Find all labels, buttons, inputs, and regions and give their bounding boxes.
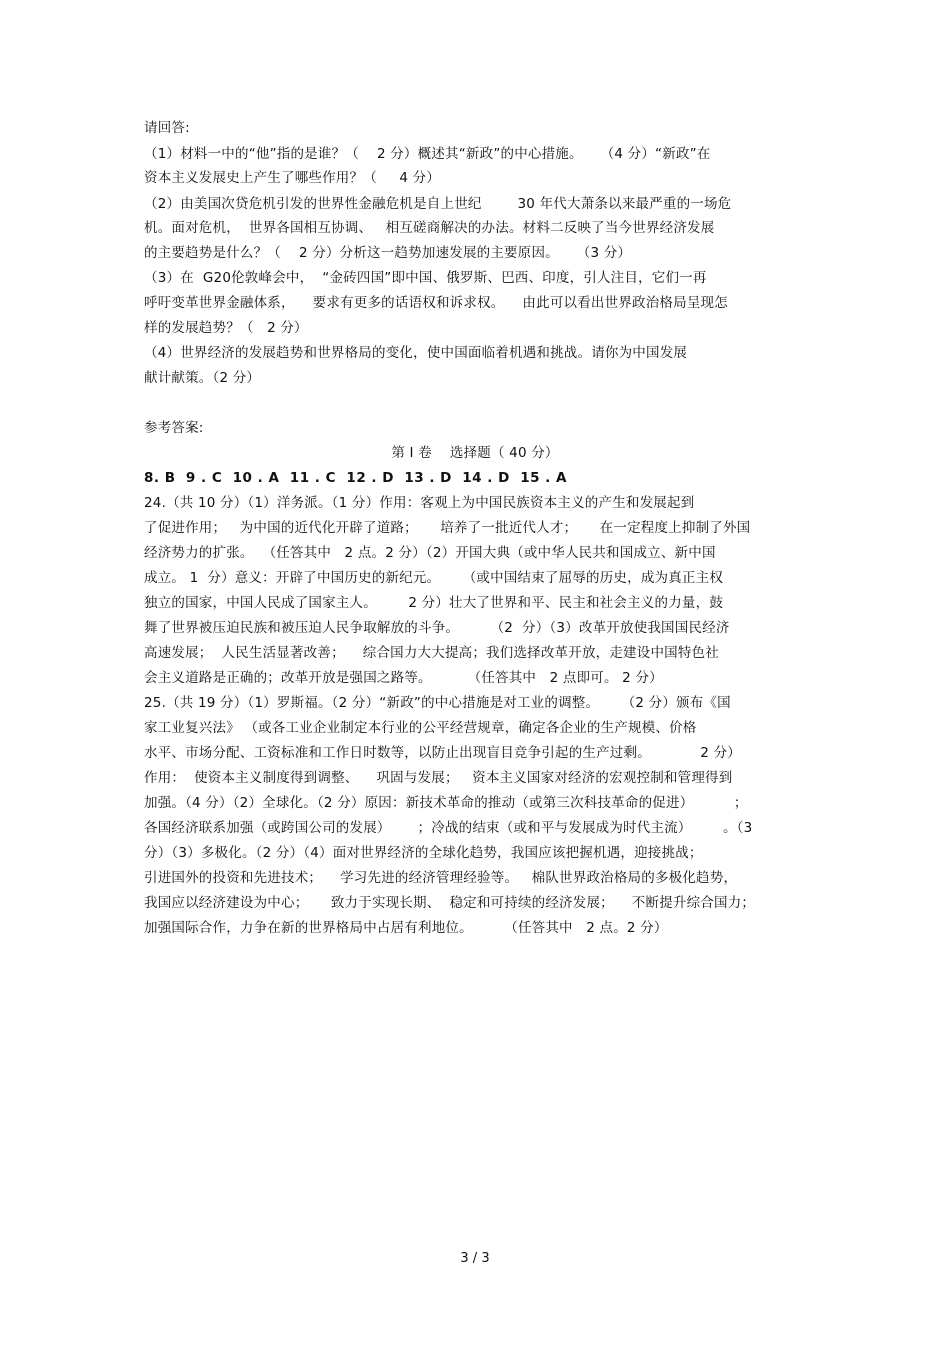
question-line: 资本主义发展史上产生了哪些作用？（ 4 分） (144, 170, 441, 186)
answer-line: 各国经济联系加强（或跨国公司的发展） ；冷战的结束（或和平与发展成为时代主流） 。（3 (144, 820, 753, 836)
answer-line: 分）（3）多极化。（2 分）（4）面对世界经济的全球化趋势，我国应该把握机遇，迎接挑战； (144, 845, 703, 861)
answer-line: 独立的国家，中国人民成了国家主人。 2 分）壮大了世界和平、民主和社会主义的力量，鼓 (144, 595, 724, 611)
question-line: 机。面对危机， 世界各国相互协调、 相互磋商解决的办法。材料二反映了当今世界经济发展 (144, 220, 715, 236)
question-line: （4）世界经济的发展趋势和世界格局的变化，使中国面临着机遇和挑战。请你为中国发展 (144, 345, 688, 361)
section-title: 第 I 卷 选择题（ 40 分） (391, 445, 559, 461)
question-line: 的主要趋势是什么？（ 2 分）分析这一趋势加速发展的主要原因。 （3 分） (144, 245, 632, 261)
answer-line: 加强。（4 分）（2）全球化。（2 分）原因：新技术革命的推动（或第三次科技革命的促进） ； (144, 795, 748, 811)
answer-line: 经济势力的扩张。 （任答其中 2 点。2 分）（2）开国大典（或中华人民共和国成立、新中国 (144, 545, 716, 561)
question-line: 呼吁变革世界金融体系， 要求有更多的话语权和诉求权。 由此可以看出世界政治格局呈现怎 (144, 295, 728, 311)
questions-heading: 请回答: (144, 120, 190, 136)
answer-line: 引进国外的投资和先进技术； 学习先进的经济管理经验等。 棉队世界政治格局的多极化趋势， (144, 870, 738, 886)
answer-line: 会主义道路是正确的；改革开放是强国之路等。 （任答其中 2 点即可。 2 分） (144, 670, 663, 686)
answer-line: 了促进作用； 为中国的近代化开辟了道路； 培养了一批近代人才； 在一定程度上抑制了外国 (144, 520, 751, 536)
page-number: 3 / 3 (460, 1251, 490, 1266)
question-line: （2）由美国次贷危机引发的世界性金融危机是自上世纪 30 年代大萧条以来最严重的一场危 (144, 196, 732, 212)
answer-line: 加强国际合作，力争在新的世界格局中占居有利地位。 （任答其中 2 点。2 分） (144, 920, 668, 936)
question-line: 样的发展趋势？（ 2 分） (144, 320, 308, 336)
answer-line: 24.（共 10 分）（1）洋务派。（1 分）作用：客观上为中国民族资本主义的产生和发展起到 (144, 495, 695, 511)
answers-heading: 参考答案: (144, 420, 204, 436)
answer-line: 家工业复兴法》 （或各工业企业制定本行业的公平经营规章，确定各企业的生产规模、价格 (144, 720, 697, 736)
question-line: （1）材料一中的“他”指的是谁？（ 2 分）概述其“新政”的中心措施。 （4 分）“新政”在 (144, 146, 711, 162)
question-line: （3）在 G20伦敦峰会中， “金砖四国”即中国、俄罗斯、巴西、印度，引人注目，它们一再 (144, 270, 707, 286)
answer-line: 我国应以经济建设为中心； 致力于实现长期、 稳定和可持续的经济发展； 不断提升综合国力； (144, 895, 756, 911)
choice-answers: 8. B 9 . C 10 . A 11 . C 12 . D 13 . D 14 . D 15 . A (144, 470, 567, 486)
answer-line: 25.（共 19 分）（1）罗斯福。（2 分）“新政”的中心措施是对工业的调整。 （2 分）颁布《国 (144, 695, 731, 711)
answer-line: 成立。 1 分）意义：开辟了中国历史的新纪元。 （或中国结束了屈辱的历史，成为真正主权 (144, 570, 724, 586)
answer-line: 水平、市场分配、工资标准和工作日时数等，以防止出现盲目竞争引起的生产过剩。 2 分） (144, 745, 741, 761)
answer-line: 高速发展； 人民生活显著改善； 综合国力大大提高；我们选择改革开放，走建设中国特色社 (144, 645, 719, 661)
answer-line: 作用： 使资本主义制度得到调整、 巩固与发展； 资本主义国家对经济的宏观控制和管理得到 (144, 770, 733, 786)
answer-line: 舞了世界被压迫民族和被压迫人民争取解放的斗争。 （2 分）（3）改革开放使我国国民经济 (144, 620, 730, 636)
question-line: 献计献策。（2 分） (144, 370, 261, 386)
